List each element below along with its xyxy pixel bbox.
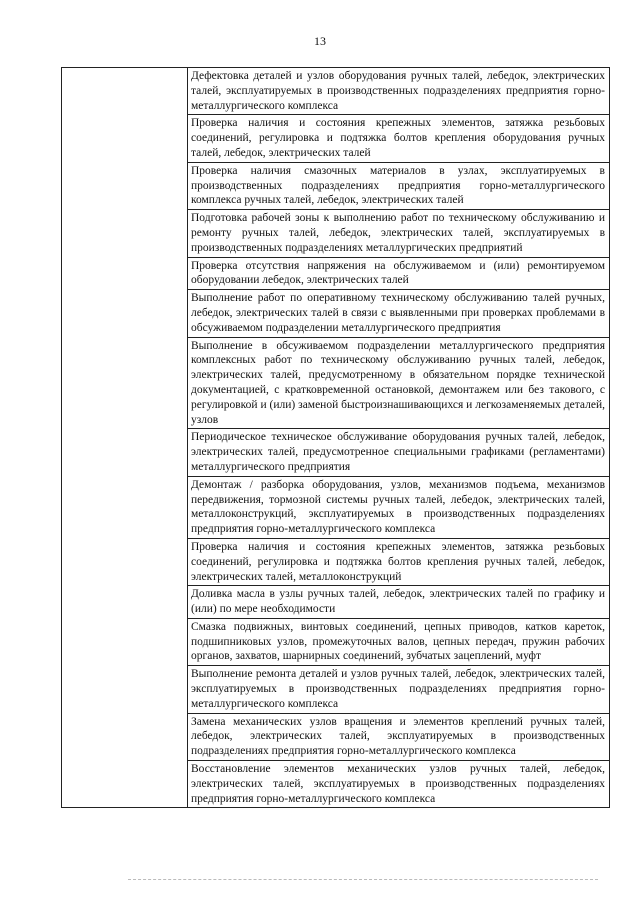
page-number: 13 (314, 34, 326, 48)
table-row: Дефектовка деталей и узлов оборудования ручных талей, лебедок, электрических талей, эксплуатируемых в производственных подразделениях предприятия горно-металлургического комплекса (188, 68, 609, 115)
table-row: Доливка масла в узлы ручных талей, лебедок, электрических талей по графику и (или) по мере необходимости (188, 586, 609, 619)
table-left-column (62, 68, 188, 807)
table-row: Восстановление элементов механических узлов ручных талей, лебедок, электрических талей, эксплуатируемых в производственных подразделениях предприятия горно-металлургического комплекса (191, 763, 605, 805)
table-row: Подготовка рабочей зоны к выполнению работ по техническому обслуживанию и ремонту ручных талей, лебедок, электрических талей, эксплуатируемых в производственных подразделениях металлургических предприятий (188, 210, 609, 257)
table-row: Выполнение работ по оперативному техническому обслуживанию талей ручных, лебедок, электрических талей в связи с выявленными при проверках проблемами в обсуживаемом подразделении металлургического предприятия (188, 290, 609, 337)
table-right-column (188, 68, 609, 807)
scan-edge-line (128, 879, 598, 880)
table-row: Проверка наличия и состояния крепежных элементов, затяжка резьбовых соединений, регулировка и подтяжка болтов крепления оборудования ручных талей, лебедок, электрических талей (188, 115, 609, 162)
table-row: Демонтаж / разборка оборудования, узлов, механизмов подъема, механизмов передвижения, тормозной системы ручных талей, лебедок, электрических талей, металлоконструкций, эксплуатируемых в производственных подразделениях предприятия горно-металлургического комплекса (188, 477, 609, 539)
table-row: Выполнение в обсуживаемом подразделении металлургического предприятия комплексных работ по техническому обслуживанию ручных талей, лебедок, электрических талей, предусмотренному в обязательном порядке технической документацией, с кратковременной остановкой, демонтажем или без такового, с регулировкой и (или) заменой быстроизнашивающихся и легкозаменяемых деталей, узлов (188, 338, 609, 430)
table-row: Периодическое техническое обслуживание оборудования ручных талей, лебедок, электрических талей, предусмотренное специальными графиками (регламентами) металлургического предприятия (188, 429, 609, 476)
table-row: Смазка подвижных, винтовых соединений, цепных приводов, катков кареток, подшипниковых узлов, промежуточных валов, цепных передач, пружин рабочих органов, захватов, шарнирных соединений, зубчатых зацеплений, муфт (188, 619, 609, 666)
table-row: Проверка наличия и состояния крепежных элементов, затяжка резьбовых соединений, регулировка и подтяжка болтов крепления ручных талей, лебедок, электрических талей, металлоконструкций (188, 539, 609, 586)
labor-functions-table (61, 67, 610, 808)
table-row: Выполнение ремонта деталей и узлов ручных талей, лебедок, электрических талей, эксплуатируемых в производственных подразделениях предприятия горно-металлургического комплекса (188, 666, 609, 713)
table-row: Проверка наличия смазочных материалов в узлах, эксплуатируемых в производственных подразделениях предприятия горно-металлургического комплекса ручных талей, лебедок, электрических талей (188, 163, 609, 210)
table-row: Проверка отсутствия напряжения на обслуживаемом и (или) ремонтируемом оборудовании лебедок, электрических талей (188, 258, 609, 291)
table-row: Замена механических узлов вращения и элементов креплений ручных талей, лебедок, электрических талей, эксплуатируемых в производственных подразделениях предприятия горно-металлургического комплекса (188, 714, 609, 761)
